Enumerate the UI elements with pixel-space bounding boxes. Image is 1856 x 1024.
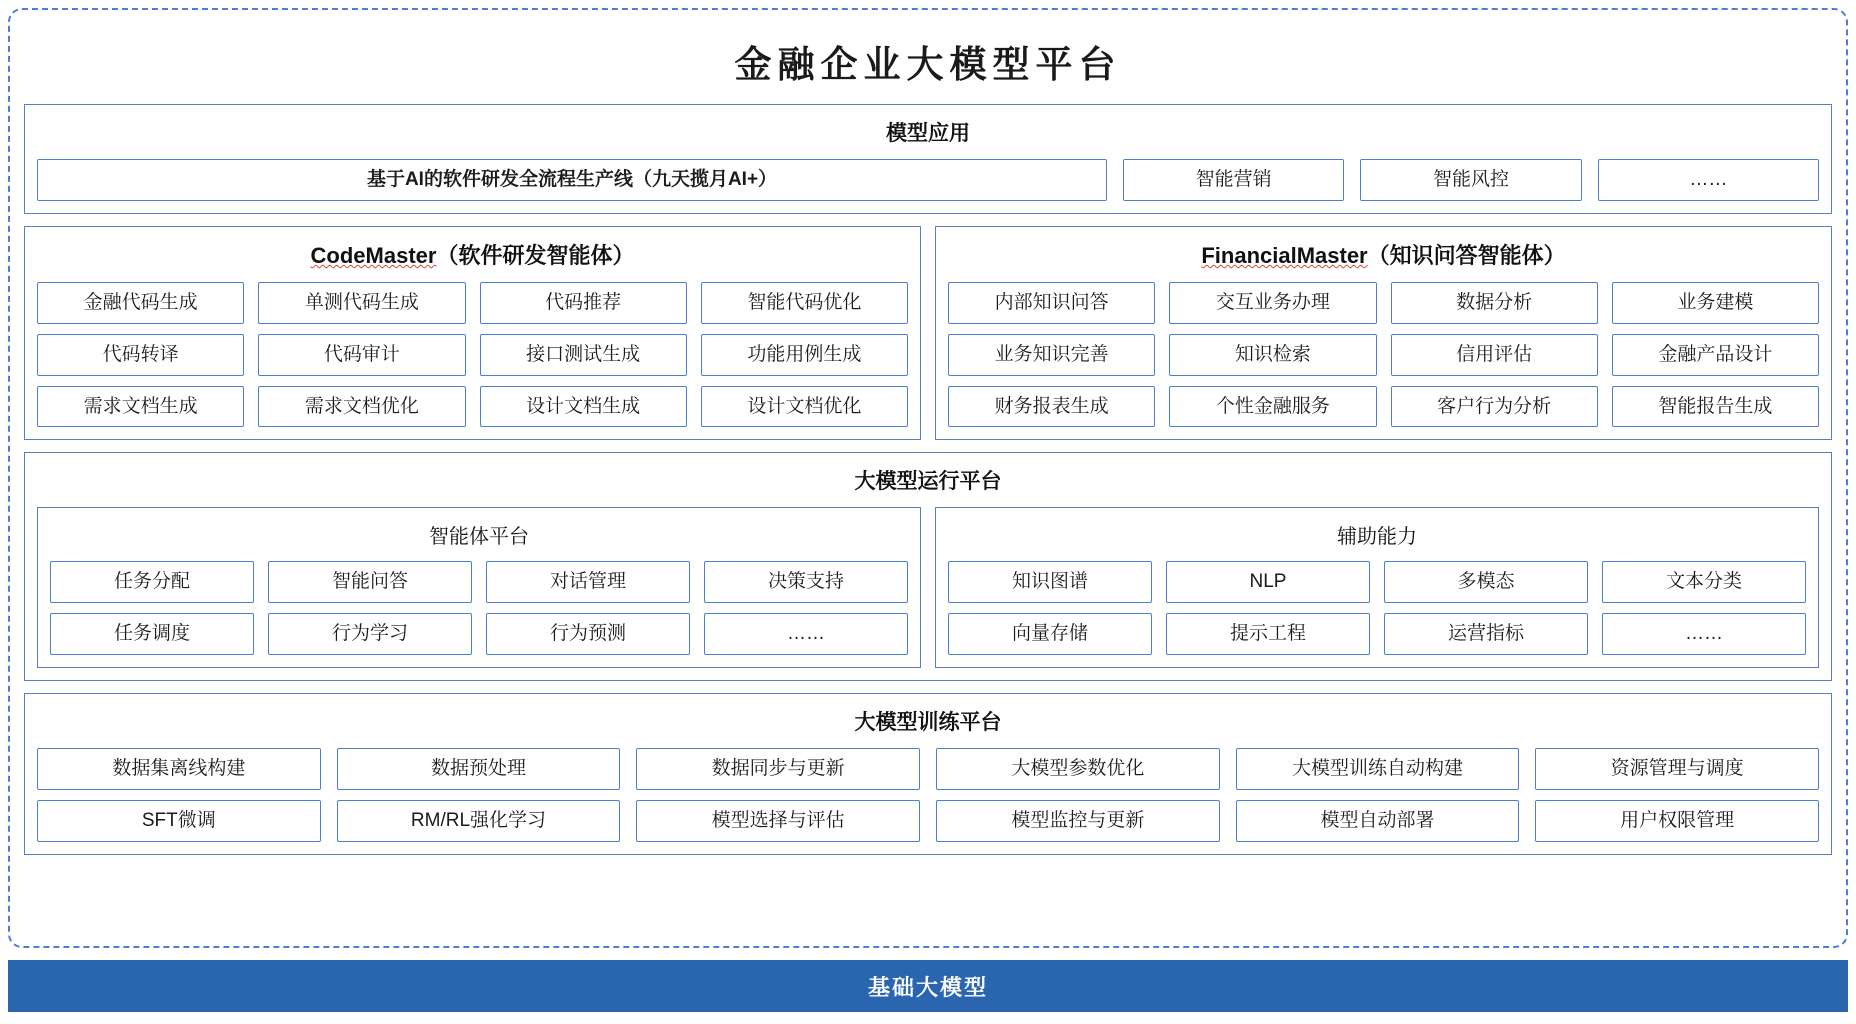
support-ability-item[interactable]: 向量存储 [948,613,1152,655]
training-platform-item[interactable]: RM/RL强化学习 [337,800,621,842]
codemaster-item[interactable]: 设计文档优化 [701,386,908,428]
model-application-items [37,159,1819,201]
support-ability-item[interactable]: …… [1602,613,1806,655]
codemaster-item[interactable]: 代码推荐 [480,282,687,324]
financialmaster-item[interactable]: 数据分析 [1391,282,1598,324]
financialmaster-items [948,282,1819,428]
support-ability-box [935,507,1819,668]
foundation-model-bar: 基础大模型 [8,960,1848,1012]
agents-section [24,226,1832,441]
agent-platform-items [50,561,908,655]
training-platform-item[interactable]: 数据预处理 [337,748,621,790]
training-platform-item[interactable]: SFT微调 [37,800,321,842]
model-application-item[interactable]: 智能营销 [1123,159,1344,201]
agent-platform-item[interactable]: 任务调度 [50,613,254,655]
agent-platform-item[interactable]: 对话管理 [486,561,690,603]
agent-platform-item[interactable]: …… [704,613,908,655]
financialmaster-item[interactable]: 个性金融服务 [1169,386,1376,428]
codemaster-item[interactable]: 智能代码优化 [701,282,908,324]
model-application-item[interactable]: 智能风控 [1360,159,1581,201]
run-platform-columns [37,507,1819,668]
codemaster-name: CodeMaster [310,242,437,268]
training-platform-item[interactable]: 大模型参数优化 [936,748,1220,790]
support-ability-items [948,561,1806,655]
financialmaster-name: FinancialMaster [1201,242,1368,268]
training-platform-panel [24,693,1832,855]
training-platform-item[interactable]: 数据同步与更新 [636,748,920,790]
support-ability-item[interactable]: 多模态 [1384,561,1588,603]
agent-platform-item[interactable]: 任务分配 [50,561,254,603]
codemaster-item[interactable]: 代码转译 [37,334,244,376]
model-application-panel [24,104,1832,214]
agent-platform-item[interactable]: 行为学习 [268,613,472,655]
codemaster-item[interactable]: 单测代码生成 [258,282,465,324]
financialmaster-item[interactable]: 内部知识问答 [948,282,1155,324]
codemaster-item[interactable]: 设计文档生成 [480,386,687,428]
agent-platform-item[interactable]: 行为预测 [486,613,690,655]
run-platform-title: 大模型运行平台 [854,470,1002,494]
training-platform-item[interactable]: 大模型训练自动构建 [1236,748,1520,790]
support-ability-item[interactable]: 文本分类 [1602,561,1806,603]
codemaster-title [37,239,908,270]
agent-platform-item[interactable]: 智能问答 [268,561,472,603]
codemaster-item[interactable]: 金融代码生成 [37,282,244,324]
training-platform-item[interactable]: 数据集离线构建 [37,748,321,790]
agent-platform-title: 智能体平台 [429,526,529,549]
training-platform-item[interactable]: 模型自动部署 [1236,800,1520,842]
run-platform-panel [24,452,1832,681]
platform-outer-frame [8,8,1848,948]
financialmaster-item[interactable]: 交互业务办理 [1169,282,1376,324]
training-platform-item[interactable]: 用户权限管理 [1535,800,1819,842]
training-platform-items [37,748,1819,842]
codemaster-item[interactable]: 需求文档优化 [258,386,465,428]
financialmaster-item[interactable]: 信用评估 [1391,334,1598,376]
financialmaster-item[interactable]: 财务报表生成 [948,386,1155,428]
support-ability-item[interactable]: NLP [1166,561,1370,603]
financialmaster-item[interactable]: 智能报告生成 [1612,386,1819,428]
codemaster-suffix: （软件研发智能体） [436,242,635,268]
agent-platform-box [37,507,921,668]
financialmaster-suffix: （知识问答智能体） [1367,242,1566,268]
codemaster-item[interactable]: 功能用例生成 [701,334,908,376]
support-ability-title: 辅助能力 [1337,526,1417,549]
codemaster-item[interactable]: 代码审计 [258,334,465,376]
codemaster-panel [24,226,921,441]
codemaster-items [37,282,908,428]
financialmaster-item[interactable]: 业务建模 [1612,282,1819,324]
financialmaster-panel [935,226,1832,441]
support-ability-item[interactable]: 知识图谱 [948,561,1152,603]
model-application-item[interactable]: 基于AI的软件研发全流程生产线（九天揽月AI+） [37,159,1107,201]
training-platform-title: 大模型训练平台 [854,711,1002,735]
financialmaster-item[interactable]: 金融产品设计 [1612,334,1819,376]
training-platform-item[interactable]: 资源管理与调度 [1535,748,1819,790]
financialmaster-item[interactable]: 知识检索 [1169,334,1376,376]
page-title: 金融企业大模型平台 [734,43,1122,86]
financialmaster-title [948,239,1819,270]
financialmaster-item[interactable]: 客户行为分析 [1391,386,1598,428]
support-ability-item[interactable]: 提示工程 [1166,613,1370,655]
agent-platform-item[interactable]: 决策支持 [704,561,908,603]
model-application-title: 模型应用 [886,122,970,145]
model-application-item[interactable]: …… [1598,159,1819,201]
support-ability-item[interactable]: 运营指标 [1384,613,1588,655]
codemaster-item[interactable]: 接口测试生成 [480,334,687,376]
training-platform-item[interactable]: 模型选择与评估 [636,800,920,842]
financialmaster-item[interactable]: 业务知识完善 [948,334,1155,376]
training-platform-item[interactable]: 模型监控与更新 [936,800,1220,842]
codemaster-item[interactable]: 需求文档生成 [37,386,244,428]
